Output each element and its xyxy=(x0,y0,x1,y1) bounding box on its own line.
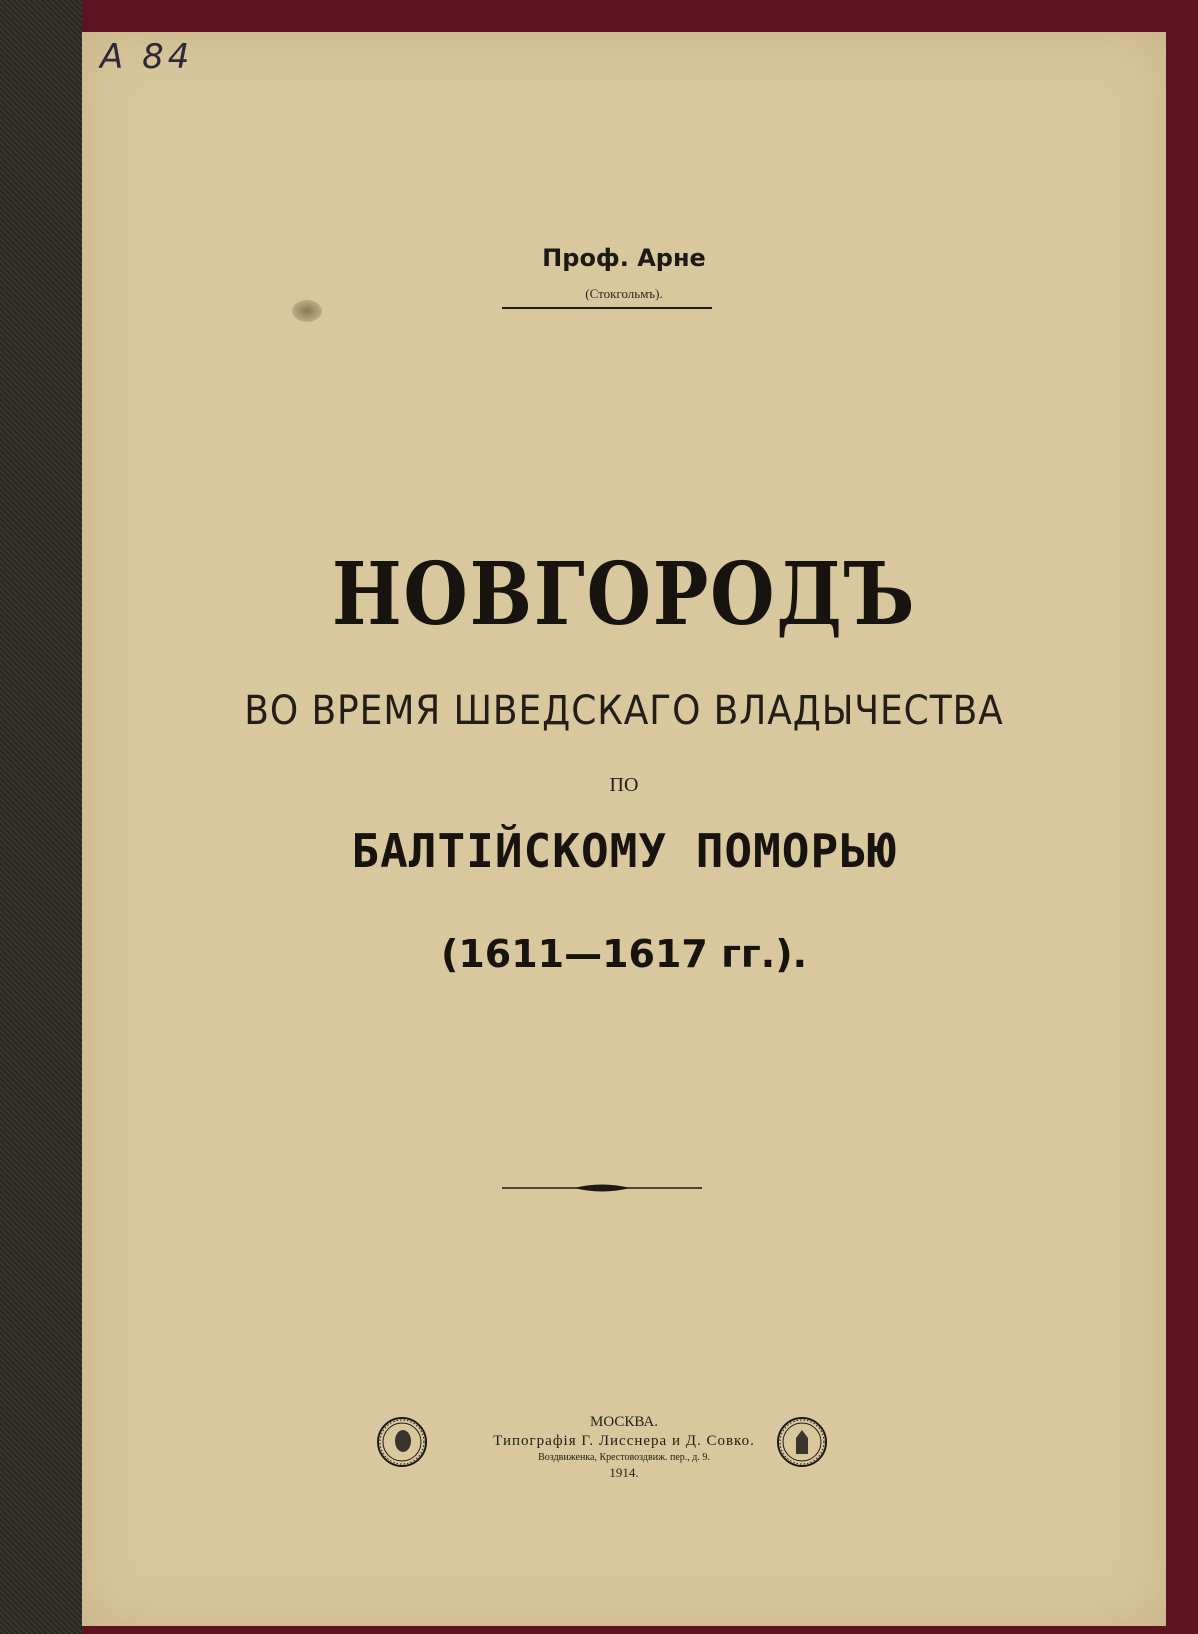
shelfmark: A 84 xyxy=(100,37,194,77)
subtitle-conjunction: ПО xyxy=(609,774,639,796)
imprint-block xyxy=(82,1414,1166,1481)
subtitle-line: ВО ВРЕМЯ ШВЕДСКАГО ВЛАДЫЧЕСТВА xyxy=(244,688,1004,734)
author-name: Проф. Арне xyxy=(542,244,706,272)
imprint-city: МОСКВА. xyxy=(589,1414,658,1430)
imprint-year: 1914. xyxy=(609,1465,639,1480)
title-page xyxy=(82,32,1166,1626)
book-spine xyxy=(0,0,82,1634)
main-title: НОВГОРОДЪ xyxy=(331,544,917,645)
medal-right-icon xyxy=(776,1416,828,1468)
paper-stain xyxy=(292,300,322,322)
imprint-printer: Типографія Г. Лисснера и Д. Совко. xyxy=(493,1433,755,1449)
author-city: (Стокгольмъ). xyxy=(585,286,663,301)
ornament-rule xyxy=(502,1178,702,1198)
subtitle-region: БАЛТІЙСКОМУ ПОМОРЬЮ xyxy=(351,824,897,878)
author-underline xyxy=(502,307,712,309)
imprint-address: Воздвиженка, Крестовоздвиж. пер., д. 9. xyxy=(538,1452,710,1463)
years-range: (1611—1617 гг.). xyxy=(440,932,808,976)
